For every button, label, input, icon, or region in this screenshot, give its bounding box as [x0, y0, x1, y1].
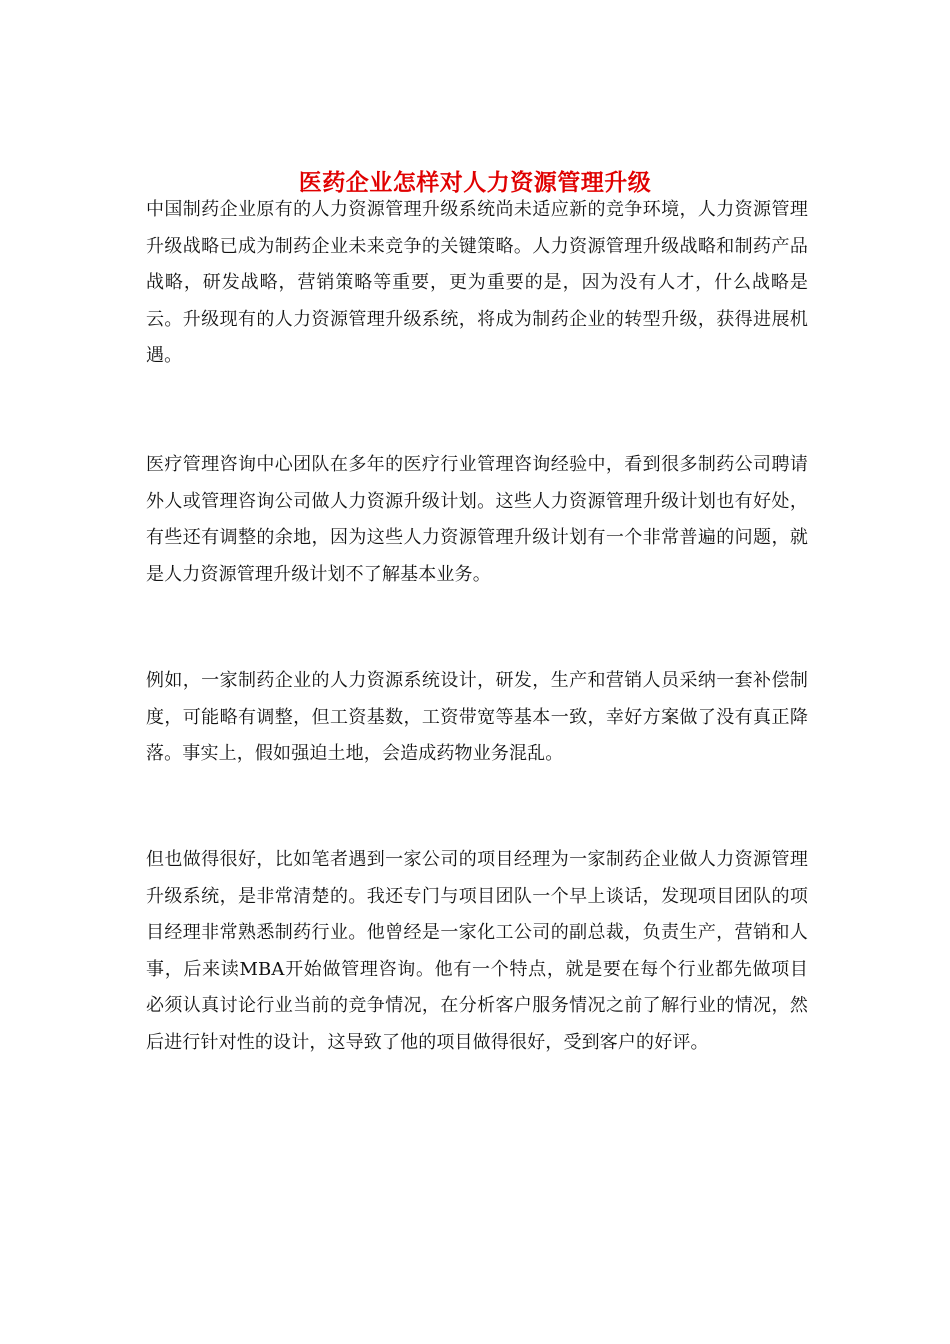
paragraph-1: 中国制药企业原有的人力资源管理升级系统尚未适应新的竞争环境，人力资源管理升级战略已成为制药企业未来竞争的关键策略。人力资源管理升级战略和制药产品战略，研发战略，营销策略等重要，更为重要的是，因为没有人才，什么战略是云。升级现有的人力资源管理升级系统，将成为制药企业的转型升级，获得进展机遇。: [146, 199, 808, 366]
paragraph-4: 但也做得很好，比如笔者遇到一家公司的项目经理为一家制药企业做人力资源管理升级系统，是非常清楚的。我还专门与项目团队一个早上谈话，发现项目团队的项目经理非常熟悉制药行业。他曾经是一家化工公司的副总裁，负责生产，营销和人事，后来读MBA开始做管理咨询。他有一个特点，就是要在每个行业都先做项目必须认真讨论行业当前的竞争情况，在分析客户服务情况之前了解行业的情况，然后进行针对性的设计，这导致了他的项目做得很好，受到客户的好评。: [146, 849, 808, 1053]
paragraph-3: 例如，一家制药企业的人力资源系统设计，研发，生产和营销人员采纳一套补偿制度，可能略有调整，但工资基数，工资带宽等基本一致，幸好方案做了没有真正降落。事实上，假如强迫土地，会造成药物业务混乱。: [146, 670, 808, 764]
paragraph-2: 医疗管理咨询中心团队在多年的医疗行业管理咨询经验中，看到很多制药公司聘请外人或管理咨询公司做人力资源升级计划。这些人力资源管理升级计划也有好处，有些还有调整的余地，因为这些人力资源管理升级计划有一个非常普遍的问题，就是人力资源管理升级计划不了解基本业务。: [146, 454, 808, 585]
document-title: 医药企业怎样对人力资源管理升级: [298, 169, 652, 197]
